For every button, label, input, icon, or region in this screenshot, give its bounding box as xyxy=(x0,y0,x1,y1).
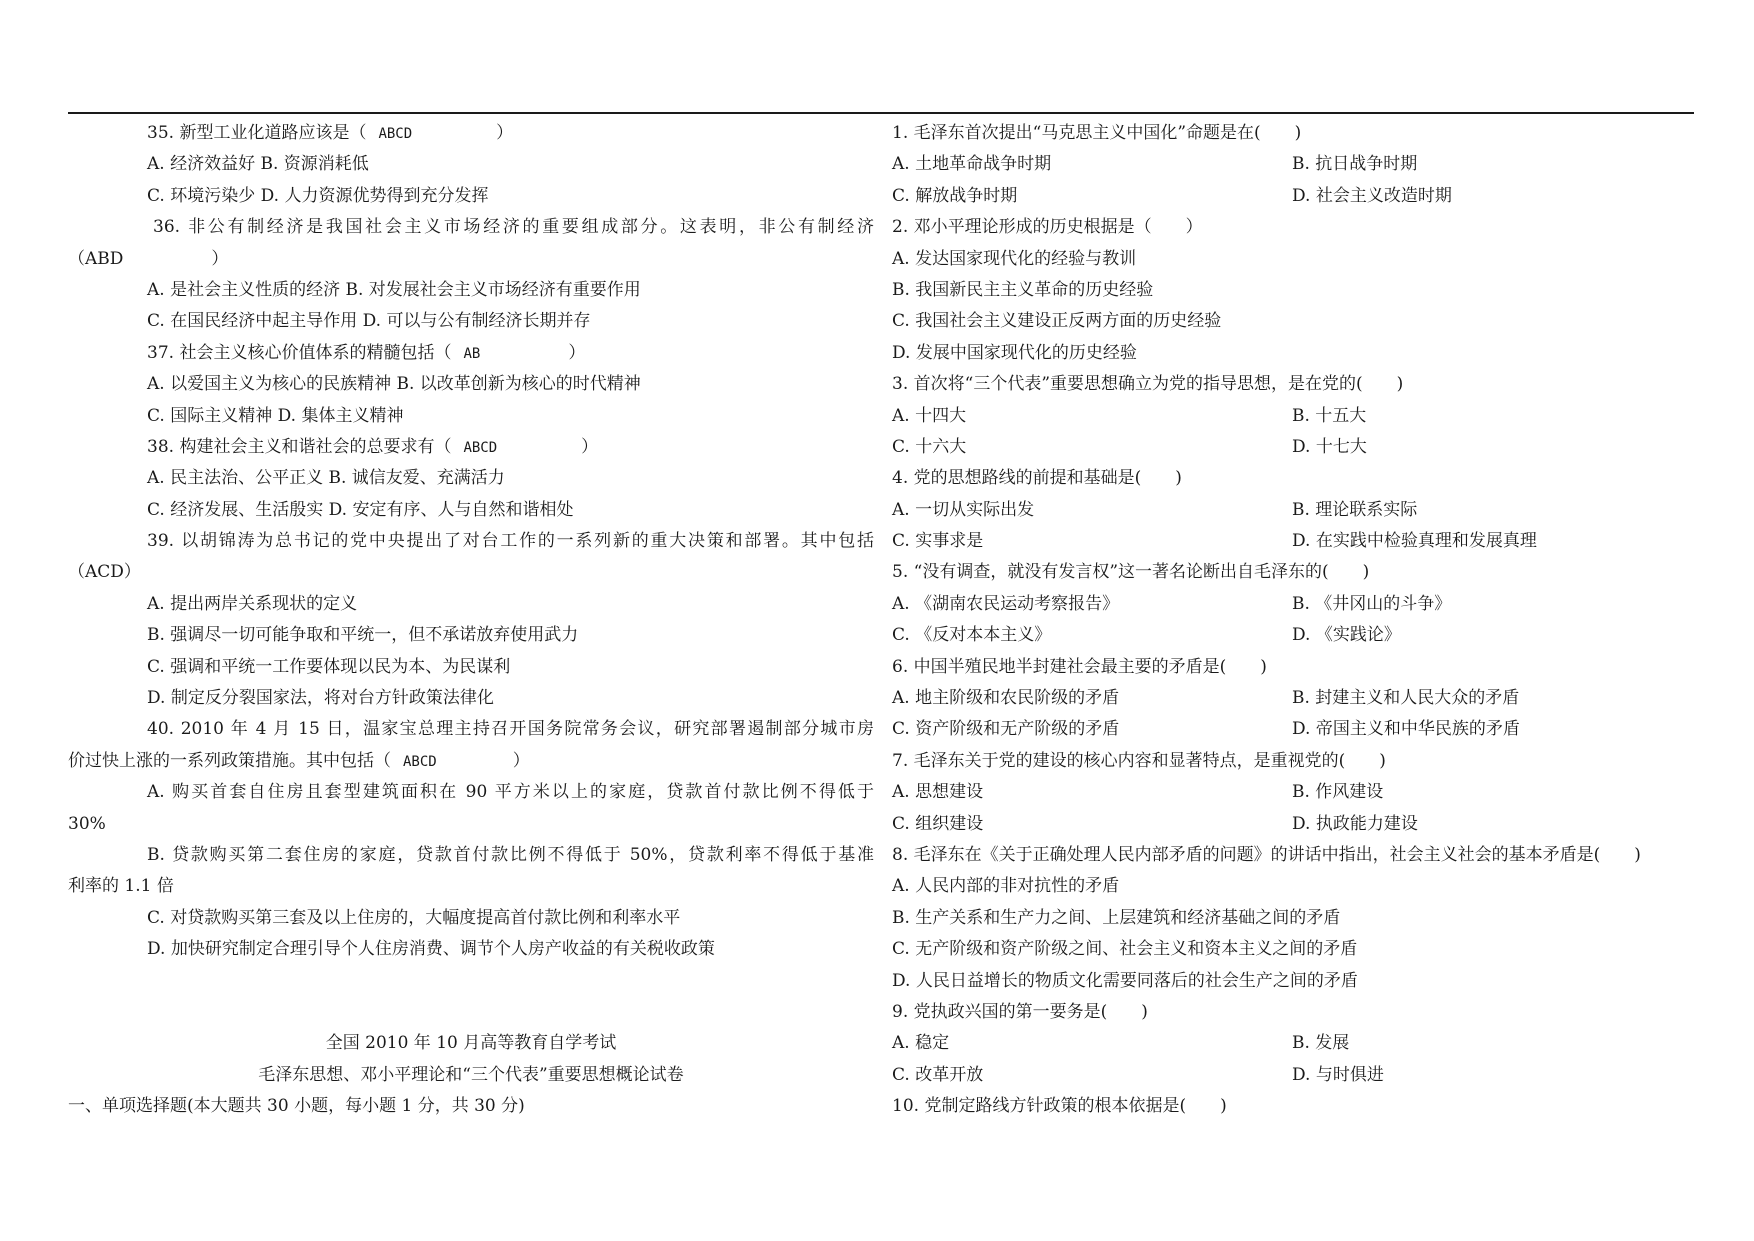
q38-option-ab: A. 民主法治、公平正义 B. 诚信友爱、充满活力 xyxy=(147,468,505,489)
q4-options-ab: A. 一切从实际出发 B. 理论联系实际 xyxy=(892,499,1418,520)
q37-option-ab: A. 以爱国主义为核心的民族精神 B. 以改革创新为核心的时代精神 xyxy=(147,374,641,395)
q2-stem: 2. 邓小平理论形成的历史根据是（ ） xyxy=(892,217,1203,238)
q7-stem: 7. 毛泽东关于党的建设的核心内容和显著特点，是重视党的( ) xyxy=(892,750,1386,771)
q36-option-cd: C. 在国民经济中起主导作用 D. 可以与公有制经济长期并存 xyxy=(147,311,591,332)
q39-stem: 39. 以胡锦涛为总书记的党中央提出了对台工作的一系列新的重大决策和部署。其中包括 xyxy=(147,531,874,552)
q9-stem: 9. 党执政兴国的第一要务是( ) xyxy=(892,1001,1148,1022)
header-rule xyxy=(68,112,1694,114)
q40-option-c: C. 对贷款购买第三套及以上住房的，大幅度提高首付款比例和利率水平 xyxy=(147,907,681,928)
q8-option-c: C. 无产阶级和资产阶级之间、社会主义和资本主义之间的矛盾 xyxy=(892,939,1358,960)
q40-option-b-cont: 利率的 1.1 倍 xyxy=(68,876,174,897)
q40-stem-cont: 价过快上涨的一系列政策措施。其中包括（ ABCD ） xyxy=(68,750,530,771)
q1-stem: 1. 毛泽东首次提出“马克思主义中国化”命题是在( ) xyxy=(892,123,1302,143)
q7-options-ab: A. 思想建设 B. 作风建设 xyxy=(892,782,1384,803)
q3-stem: 3. 首次将“三个代表”重要思想确立为党的指导思想，是在党的( ) xyxy=(892,374,1404,395)
q40-option-d: D. 加快研究制定合理引导个人住房消费、调节个人房产收益的有关税收政策 xyxy=(147,939,715,960)
q9-options-ab: A. 稳定 B. 发展 xyxy=(892,1033,1350,1054)
exam-title: 全国 2010 年 10 月高等教育自学考试 xyxy=(325,1033,617,1054)
section-heading: 一、单项选择题(本大题共 30 小题，每小题 1 分，共 30 分) xyxy=(68,1096,525,1117)
q3-options-cd: C. 十六大 D. 十七大 xyxy=(892,436,1367,457)
q1-options-ab: A. 土地革命战争时期 B. 抗日战争时期 xyxy=(892,154,1418,175)
q35-option-cd: C. 环境污染少 D. 人力资源优势得到充分发挥 xyxy=(147,185,489,206)
q10-stem: 10. 党制定路线方针政策的根本依据是( ) xyxy=(892,1096,1227,1117)
q40-option-b: B. 贷款购买第二套住房的家庭，贷款首付款比例不得低于 50%，贷款利率不得低于基准 xyxy=(147,844,874,865)
q36-stem: 36. 非公有制经济是我国社会主义市场经济的重要组成部分。这表明，非公有制经济 xyxy=(153,217,874,238)
q4-options-cd: C. 实事求是 D. 在实践中检验真理和发展真理 xyxy=(892,531,1537,552)
q40-stem: 40. 2010 年 4 月 15 日，温家宝总理主持召开国务院常务会议，研究部署遏制部分城市房 xyxy=(147,719,874,740)
q6-options-ab: A. 地主阶级和农民阶级的矛盾 B. 封建主义和人民大众的矛盾 xyxy=(892,688,1520,709)
q40-option-a: A. 购买首套自住房且套型建筑面积在 90 平方米以上的家庭，贷款首付款比例不得低于 xyxy=(147,782,874,803)
exam-subtitle: 毛泽东思想、邓小平理论和“三个代表”重要思想概论试卷 xyxy=(258,1064,684,1085)
q36-stem-cont: （ABD ） xyxy=(68,248,229,269)
q36-option-ab: A. 是社会主义性质的经济 B. 对发展社会主义市场经济有重要作用 xyxy=(147,279,641,300)
q39-option-a: A. 提出两岸关系现状的定义 xyxy=(147,593,358,614)
q5-stem: 5. “没有调查，就没有发言权”这一著名论断出自毛泽东的( ) xyxy=(892,562,1370,583)
q38-option-cd: C. 经济发展、生活殷实 D. 安定有序、人与自然和谐相处 xyxy=(147,499,574,520)
q39-option-c: C. 强调和平统一工作要体现以民为本、为民谋利 xyxy=(147,656,511,677)
q37-stem: 37. 社会主义核心价值体系的精髓包括（ AB ） xyxy=(147,342,586,363)
q35-option-ab: A. 经济效益好 B. 资源消耗低 xyxy=(147,154,369,175)
q40-option-a-cont: 30% xyxy=(68,813,106,834)
q39-option-b: B. 强调尽一切可能争取和平统一，但不承诺放弃使用武力 xyxy=(147,625,579,646)
q1-options-cd: C. 解放战争时期 D. 社会主义改造时期 xyxy=(892,185,1452,206)
right-column xyxy=(892,118,1724,1123)
q7-options-cd: C. 组织建设 D. 执政能力建设 xyxy=(892,813,1418,834)
q38-stem: 38. 构建社会主义和谐社会的总要求有（ ABCD ） xyxy=(147,436,599,457)
q39-stem-cont: （ACD） xyxy=(68,562,141,583)
q5-options-cd: C. 《反对本本主义》 D. 《实践论》 xyxy=(892,625,1401,646)
q8-stem: 8. 毛泽东在《关于正确处理人民内部矛盾的问题》的讲话中指出，社会主义社会的基本矛盾是( ) xyxy=(892,844,1641,865)
q6-stem: 6. 中国半殖民地半封建社会最主要的矛盾是( ) xyxy=(892,656,1267,677)
q8-option-a: A. 人民内部的非对抗性的矛盾 xyxy=(892,876,1120,897)
q37-option-cd: C. 国际主义精神 D. 集体主义精神 xyxy=(147,405,404,426)
q8-option-b: B. 生产关系和生产力之间、上层建筑和经济基础之间的矛盾 xyxy=(892,907,1341,928)
q3-options-ab: A. 十四大 B. 十五大 xyxy=(892,405,1367,426)
q2-option-c: C. 我国社会主义建设正反两方面的历史经验 xyxy=(892,311,1222,332)
q8-option-d: D. 人民日益增长的物质文化需要同落后的社会生产之间的矛盾 xyxy=(892,970,1358,991)
q9-options-cd: C. 改革开放 D. 与时俱进 xyxy=(892,1064,1384,1085)
q4-stem: 4. 党的思想路线的前提和基础是( ) xyxy=(892,468,1182,489)
q2-option-d: D. 发展中国家现代化的历史经验 xyxy=(892,342,1137,363)
q2-option-b: B. 我国新民主主义革命的历史经验 xyxy=(892,279,1154,300)
q2-option-a: A. 发达国家现代化的经验与教训 xyxy=(892,248,1137,269)
q39-option-d: D. 制定反分裂国家法，将对台方针政策法律化 xyxy=(147,688,494,709)
left-column xyxy=(68,118,874,1123)
q35-stem: 35. 新型工业化道路应该是（ ABCD ） xyxy=(147,123,514,143)
q5-options-ab: A. 《湖南农民运动考察报告》 B. 《井冈山的斗争》 xyxy=(892,593,1452,614)
q6-options-cd: C. 资产阶级和无产阶级的矛盾 D. 帝国主义和中华民族的矛盾 xyxy=(892,719,1520,740)
